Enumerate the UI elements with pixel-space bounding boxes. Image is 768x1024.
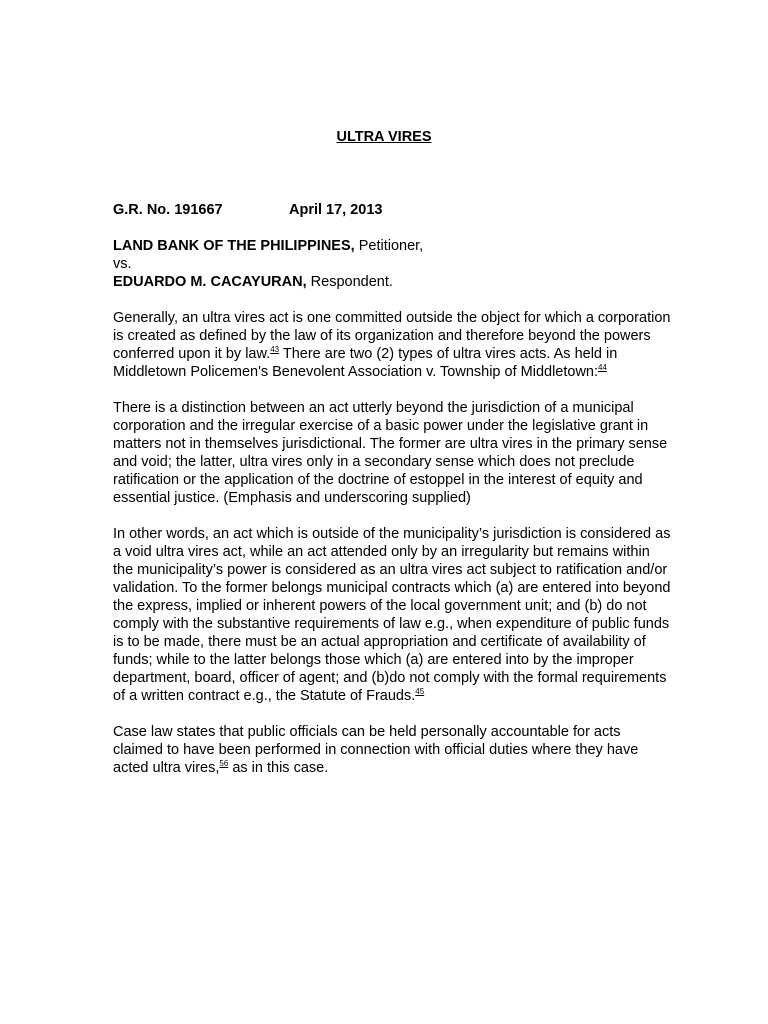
paragraph-text: In other words, an act which is outside of the municipality’s jurisdiction is considered as a void ultra vires act, while an act attended only by an irregularity but remains within the municipality’s power is considered as an ultra vires act subject to ratification and/or validation. To the former belongs municipal contracts which (a) are entered into beyond the express, implied or inherent powers of the local government unit; and (b) do not comply with the substantive requirements of law e.g., when expenditure of public funds is to be made, there must be an actual appropriation and certificate of availability of funds; while to the latter belongs those which (a) are entered into by the improper department, board, officer of agent; and (b)do not comply with the formal requirements of a written contract e.g., the Statute of Frauds. bbox=[113, 526, 671, 704]
paragraph-4 bbox=[113, 723, 673, 777]
respondent-name: EDUARDO M. CACAYURAN, bbox=[113, 274, 307, 290]
footnote-link[interactable]: 45 bbox=[415, 687, 425, 697]
respondent-role: Respondent. bbox=[306, 274, 393, 290]
document-title: ULTRA VIRES bbox=[336, 129, 432, 145]
paragraph-text: as in this case. bbox=[228, 760, 329, 776]
case-header bbox=[113, 201, 673, 219]
petitioner-name: LAND BANK OF THE PHILIPPINES, bbox=[113, 238, 355, 254]
parties-block bbox=[113, 237, 673, 291]
respondent-line bbox=[113, 273, 673, 291]
petitioner-line bbox=[113, 237, 673, 255]
paragraph-text: There are two (2) types of ultra vires acts. As held in Middletown Policemen's Benevolent Association v. Township of Middletown: bbox=[113, 346, 618, 380]
paragraph-text: Case law states that public officials can be held personally accountable for acts claimed to have been performed in connection with official duties where they have acted ultra vires, bbox=[113, 724, 639, 776]
footnote-link[interactable]: 56 bbox=[219, 759, 229, 769]
footnote-link[interactable]: 43 bbox=[270, 345, 280, 355]
paragraph-3 bbox=[113, 525, 673, 705]
footnote-link[interactable]: 44 bbox=[598, 363, 607, 373]
case-number: G.R. No. 191667 bbox=[113, 202, 223, 218]
document-body bbox=[113, 201, 673, 777]
paragraph-text: Generally, an ultra vires act is one committed outside the object for which a corporation is created as defined by the law of its organization and therefore beyond the powers conferred upon it by law. bbox=[113, 310, 671, 362]
petitioner-role: Petitioner, bbox=[354, 238, 424, 254]
case-date: April 17, 2013 bbox=[289, 202, 383, 218]
paragraph-1 bbox=[113, 309, 673, 381]
versus-line: vs. bbox=[113, 256, 132, 272]
paragraph-2: There is a distinction between an act utterly beyond the jurisdiction of a municipal corporation and the irregular exercise of a basic power under the legislative grant in matters not in themselves jurisdictional. The former are ultra vires in the primary sense and void; the latter, ultra vires only in a secondary sense which does not preclude ratification or the application of the doctrine of estoppel in the interest of equity and essential justice. (Emphasis and underscoring supplied) bbox=[113, 400, 668, 506]
